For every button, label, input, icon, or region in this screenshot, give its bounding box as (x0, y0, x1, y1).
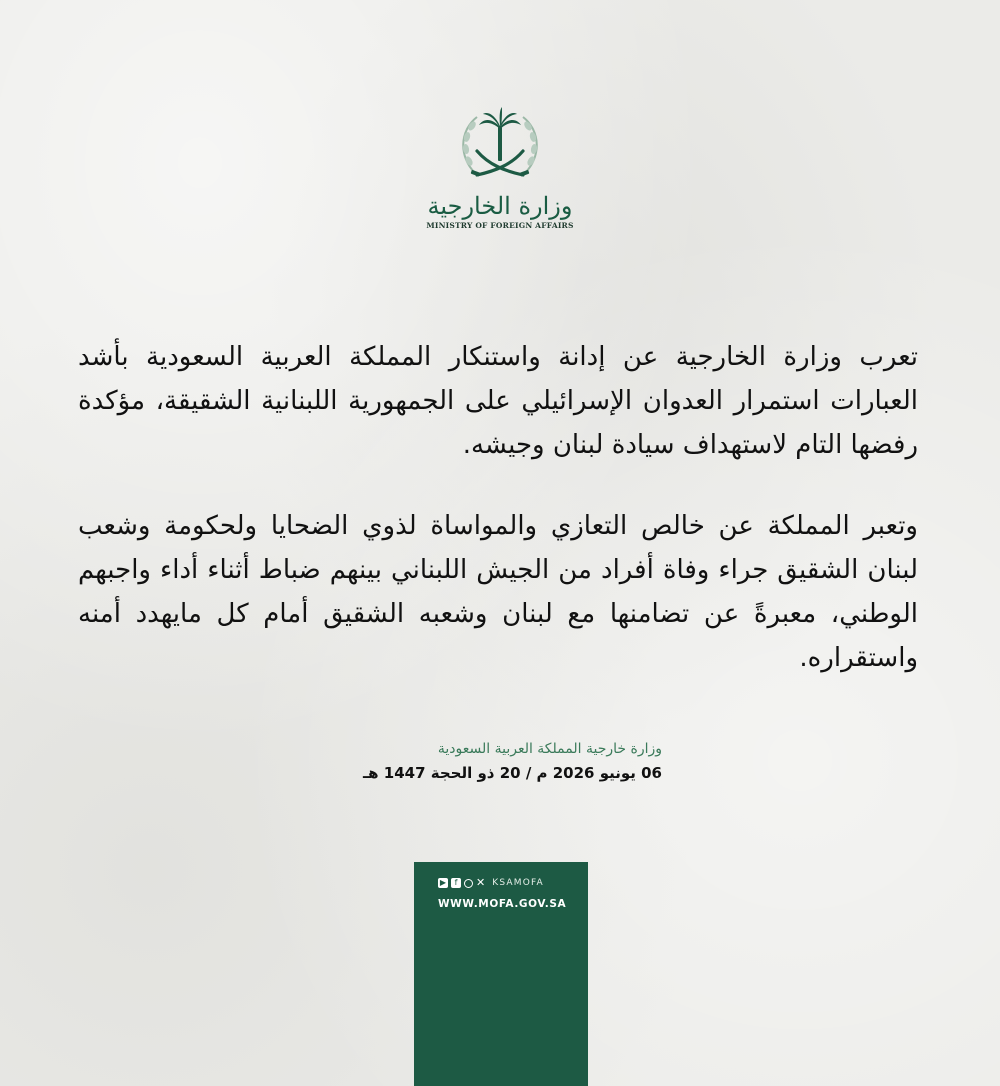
instagram-icon[interactable] (464, 879, 473, 888)
signature-block (300, 738, 662, 786)
saudi-emblem-icon (455, 105, 545, 189)
footer-panel (414, 862, 588, 1086)
statement-paragraph-1: تعرب وزارة الخارجية عن إدانة واستنكار المملكة العربية السعودية بأشد العبارات استمرار العدوان الإسرائيلي على الجمهورية اللبنانية الشقيقة، مؤكدة رفضها التام لاستهداف سيادة لبنان وجيشه. (78, 342, 918, 460)
youtube-icon[interactable]: ▶ (439, 878, 447, 887)
x-icon[interactable]: ✕ (476, 876, 486, 889)
ministry-logo (420, 105, 580, 255)
ministry-name-arabic: وزارة الخارجية (427, 192, 573, 220)
facebook-icon[interactable]: f (451, 878, 461, 888)
signature-date: 06 يونيو 2026 م / 20 ذو الحجة 1447 هـ (363, 764, 662, 782)
website-link[interactable]: WWW.MOFA.GOV.SA (438, 898, 567, 910)
social-row (438, 878, 544, 888)
ministry-name-english: MINISTRY OF FOREIGN AFFAIRS (426, 221, 574, 230)
social-handle[interactable]: KSAMOFA (492, 878, 544, 888)
signature-organization: وزارة خارجية المملكة العربية السعودية (437, 741, 662, 757)
statement-paragraph-2: وتعبر المملكة عن خالص التعازي والمواساة لذوي الضحايا ولحكومة وشعب لبنان الشقيق جراء وفاة أفراد من الجيش اللبناني بينهم ضباط أثناء أداء واجبهم الوطني، معبرةً عن تضامنها مع لبنان وشعبه الشقيق أمام كل مايهدد أمنه واستقراره. (78, 511, 918, 673)
